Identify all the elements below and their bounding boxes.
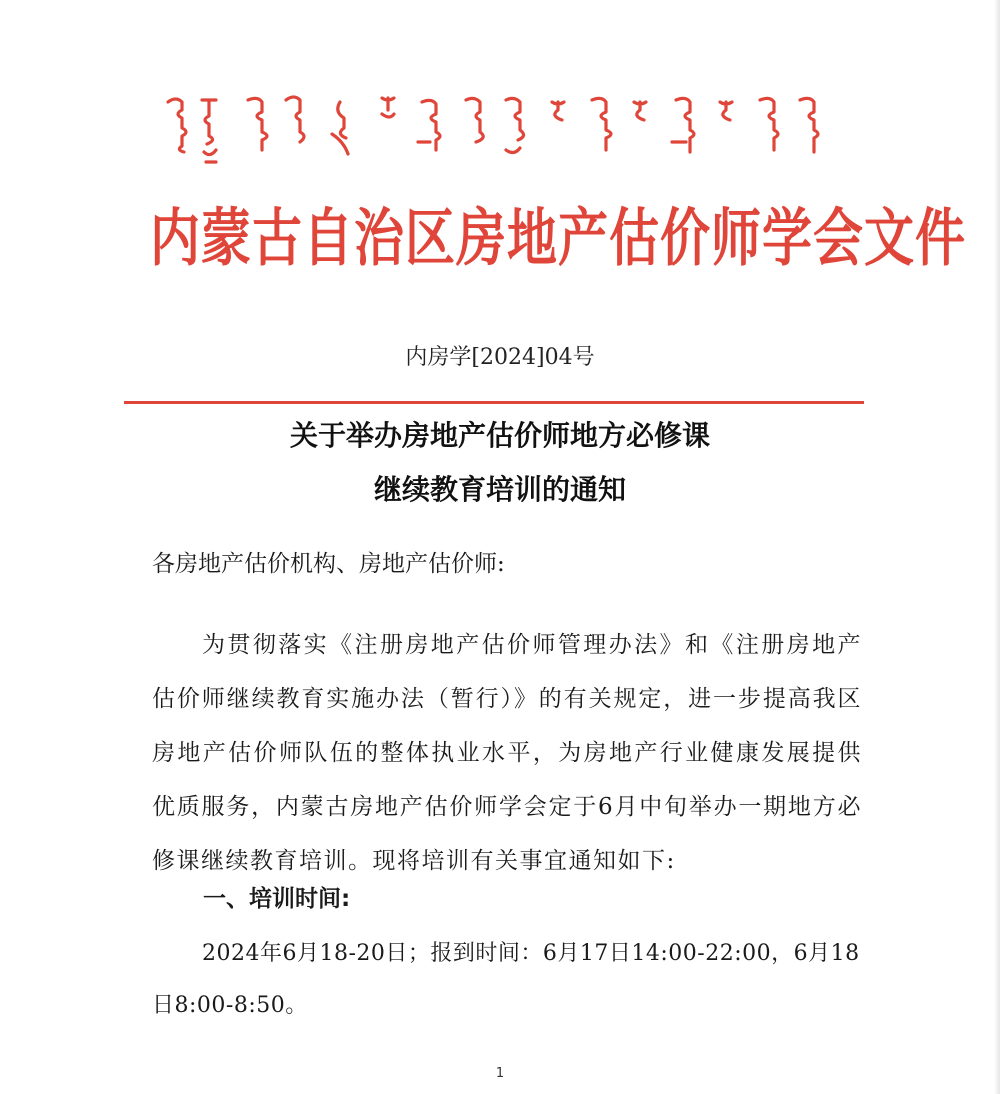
notice-title-line1: 关于举办房地产估价师地方必修课 bbox=[289, 419, 710, 452]
notice-title-line2: 继续教育培训的通知 bbox=[373, 473, 626, 506]
red-divider bbox=[124, 401, 864, 404]
scan-edge-shadow bbox=[994, 0, 1000, 1094]
page-number: 1 bbox=[495, 1066, 505, 1081]
section-heading: 一、培训时间: bbox=[203, 886, 351, 912]
body-paragraph: 为贯彻落实《注册房地产估价师管理办法》和《注册房地产估价师继续教育实施办法（暂行）》的有关规定，进一步提高我区房地产估价师队伍的整体执业水平，为房地产行业健康发展提供优质服务，内蒙古房地产估价师学会定于6月中旬举办一期地方必修课继续教育培训。现将培训有关事宜通知如下: bbox=[152, 632, 862, 874]
mongolian-script-header-icon bbox=[160, 92, 830, 172]
org-title: 内蒙古自治区房地产估价师学会文件 bbox=[150, 201, 966, 275]
document-number: 内房学[2024]04号 bbox=[405, 345, 595, 370]
salutation: 各房地产估价机构、房地产估价师: bbox=[152, 551, 505, 577]
section-text: 2024年6月18-20日；报到时间：6月17日14:00-22:00，6月18日8:00-8:50。 bbox=[152, 941, 860, 1018]
